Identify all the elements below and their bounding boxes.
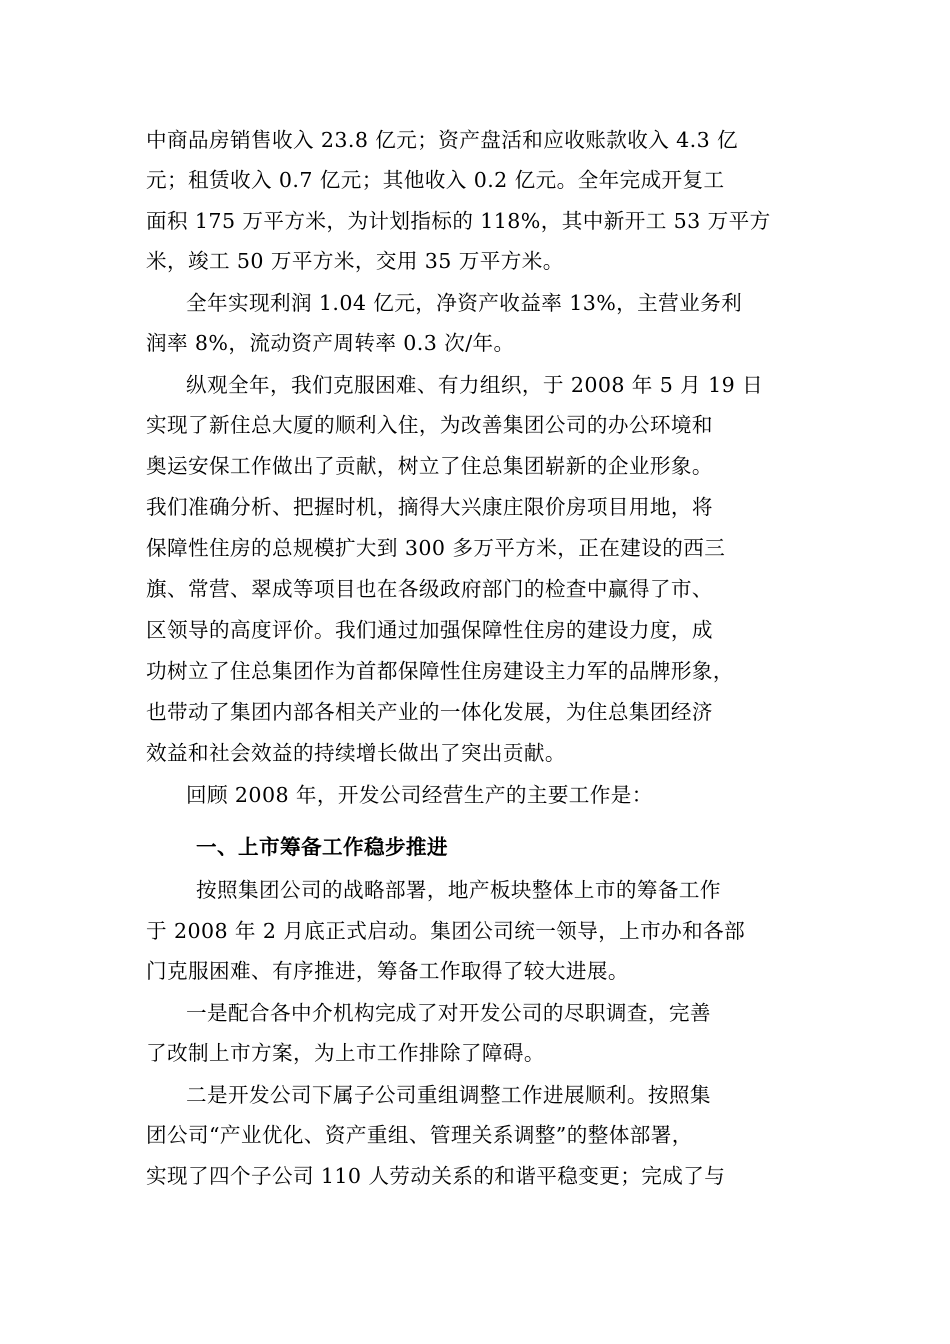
body-text-line: 我们准确分析、把握时机，摘得大兴康庄限价房项目用地，将 bbox=[146, 495, 713, 519]
body-text-line: 了改制上市方案，为上市工作排除了障碍。 bbox=[146, 1041, 545, 1065]
body-text-line: 米，竣工 50 万平方米，交用 35 万平方米。 bbox=[146, 249, 564, 273]
section-heading: 一、上市筹备工作稳步推进 bbox=[196, 835, 448, 859]
body-text-line: 实现了四个子公司 110 人劳动关系的和谐平稳变更；完成了与 bbox=[146, 1164, 726, 1188]
body-text-line: 门克服困难、有序推进，筹备工作取得了较大进展。 bbox=[146, 959, 629, 983]
paragraph-first-line: 纵观全年，我们克服困难、有力组织，于 2008 年 5 月 19 日 bbox=[186, 373, 764, 397]
body-text-line: 于 2008 年 2 月底正式启动。集团公司统一领导，上市办和各部 bbox=[146, 919, 746, 943]
body-text-line: 面积 175 万平方米，为计划指标的 118%，其中新开工 53 万平方 bbox=[146, 209, 771, 233]
body-text-line: 也带动了集团内部各相关产业的一体化发展，为住总集团经济 bbox=[146, 700, 713, 724]
body-text-line: 区领导的高度评价。我们通过加强保障性住房的建设力度，成 bbox=[146, 618, 713, 642]
body-text-line: 功树立了住总集团作为首都保障性住房建设主力军的品牌形象， bbox=[146, 659, 734, 683]
body-text-line: 实现了新住总大厦的顺利入住，为改善集团公司的办公环境和 bbox=[146, 413, 713, 437]
body-text-line: 元；租赁收入 0.7 亿元；其他收入 0.2 亿元。全年完成开复工 bbox=[146, 168, 725, 192]
body-text-line: 团公司“产业优化、资产重组、管理关系调整”的整体部署， bbox=[146, 1123, 693, 1147]
paragraph-first-line: 全年实现利润 1.04 亿元，净资产收益率 13%，主营业务利 bbox=[186, 291, 743, 315]
paragraph-first-line: 一是配合各中介机构完成了对开发公司的尽职调查，完善 bbox=[186, 1001, 711, 1025]
paragraph-first-line: 回顾 2008 年，开发公司经营生产的主要工作是： bbox=[186, 783, 653, 807]
body-text-line: 效益和社会效益的持续增长做出了突出贡献。 bbox=[146, 741, 566, 765]
body-text-line: 润率 8%，流动资产周转率 0.3 次/年。 bbox=[146, 331, 515, 355]
body-text-line: 奥运安保工作做出了贡献，树立了住总集团崭新的企业形象。 bbox=[146, 454, 713, 478]
paragraph-first-line: 按照集团公司的战略部署，地产板块整体上市的筹备工作 bbox=[196, 878, 721, 902]
body-text-line: 中商品房销售收入 23.8 亿元；资产盘活和应收账款收入 4.3 亿 bbox=[146, 128, 739, 152]
paragraph-first-line: 二是开发公司下属子公司重组调整工作进展顺利。按照集 bbox=[186, 1083, 711, 1107]
body-text-line: 旗、常营、翠成等项目也在各级政府部门的检查中赢得了市、 bbox=[146, 577, 713, 601]
body-text-line: 保障性住房的总规模扩大到 300 多万平方米，正在建设的西三 bbox=[146, 536, 726, 560]
